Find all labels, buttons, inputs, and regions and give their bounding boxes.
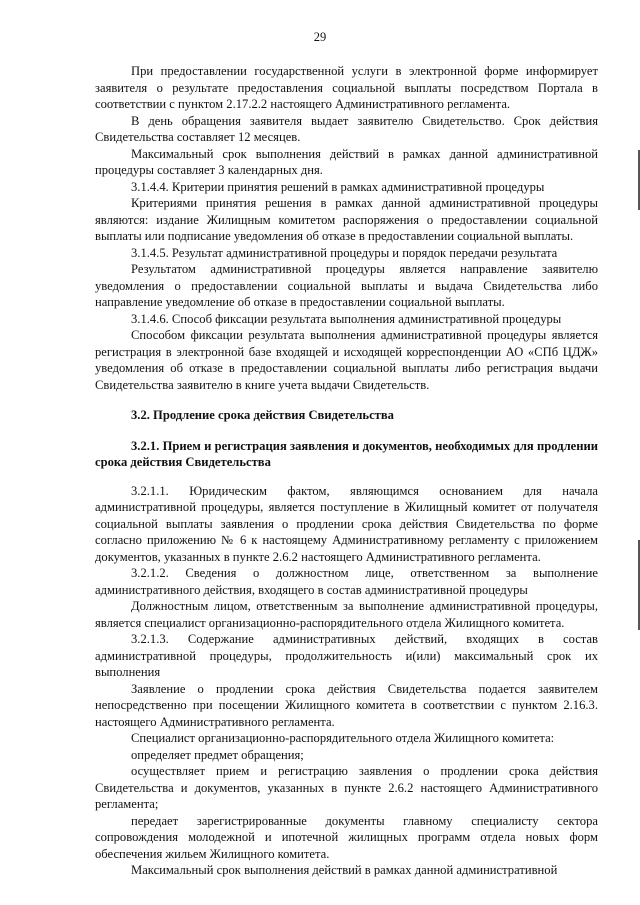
paragraph: Специалист организационно-распорядительного отдела Жилищного комитета:	[131, 731, 555, 745]
page-number: 29	[313, 30, 327, 44]
paragraph: передает зарегистрированные документы главному специалисту сектора сопровождения молодежной и ипотечной жилищных программ отдела новых форм обеспечения жильем Жилищного комитета.	[95, 813, 598, 861]
paragraph: Максимальный срок выполнения действий в рамках данной административной процедуры составляет 3 календарных дня.	[95, 146, 598, 177]
paragraph: В день обращения заявителя выдает заявителю Свидетельство. Срок действия Свидетельства составляет 12 месяцев.	[95, 113, 598, 144]
paragraph: осуществляет прием и регистрацию заявления о продлении срока действия Свидетельства и документов, указанных в пункте 2.6.2 настоящего Административного регламента;	[95, 764, 598, 811]
paragraph: Результатом административной процедуры является направление заявителю уведомления о предоставлении социальной выплаты и выдача Свидетельства либо направление уведомление об отказе в предоставлении социальной выплаты.	[95, 262, 598, 309]
paragraph: Критериями принятия решения в рамках данной административной процедуры являются: издание Жилищным комитетом распоряжения о предоставлении социальной выплаты или подписание уведомления об отказе в предоставлении социальной выплаты.	[95, 196, 598, 243]
paragraph: определяет предмет обращения;	[131, 747, 304, 762]
paragraph: 3.2.1.2. Сведения о должностном лице, ответственном за выполнение административного действия, входящего в состав административной процедуры	[95, 566, 598, 597]
paragraph: 3.2.1.1. Юридическим фактом, являющимся основанием для начала административной процедуры, является поступление в Жилищный комитет от получателя социальной выплаты заявления о продлении срока действия Свидетельства по форме согласно приложению № 6 к настоящему Административному регламенту с приложением документов, указанных в пункте 2.6.2 настоящего Административного регламента.	[95, 483, 598, 564]
paragraph: Заявление о продлении срока действия Свидетельства подается заявителем непосредственно при посещении Жилищного комитета в соответствии с пунктом 2.16.3. настоящего Административного регламента.	[95, 681, 598, 729]
paragraph: Способом фиксации результата выполнения административной процедуры является регистрация в электронной базе входящей и исходящей корреспонденции АО «СПб ЦДЖ» уведомления об отказе в предоставлении социальной выплаты либо регистрация выдачи Свидетельства заявителю в книге учета выдачи Свидетельств.	[95, 328, 598, 392]
paragraph: Должностным лицом, ответственным за выполнение административной процедуры, является специалист организационно-распорядительного отдела Жилищного комитета.	[95, 599, 598, 630]
paragraph-subheading: 3.1.4.4. Критерии принятия решений в рамках административной процедуры	[131, 179, 545, 194]
paragraph: Максимальный срок выполнения действий в рамках данной административной	[131, 863, 558, 877]
document-body	[95, 63, 598, 879]
subsection-heading: 3.2.1. Прием и регистрация заявления и документов, необходимых для продлении срока действия Свидетельства	[95, 438, 598, 469]
paragraph-subheading: 3.1.4.6. Способ фиксации результата выполнения административной процедуры	[131, 311, 562, 326]
paragraph: 3.2.1.3. Содержание административных действий, входящих в состав административной процедуры, продолжительность и(или) максимальный срок их выполнения	[95, 632, 598, 679]
paragraph: При предоставлении государственной услуги в электронной форме информирует заявителя о результате предоставления социальной выплаты посредством Портала в соответствии с пунктом 2.17.2.2 настоящего Административного регламента.	[95, 64, 598, 111]
section-heading: 3.2. Продление срока действия Свидетельства	[131, 408, 394, 422]
paragraph-subheading: 3.1.4.5. Результат административной процедуры и порядок передачи результата	[131, 245, 558, 260]
